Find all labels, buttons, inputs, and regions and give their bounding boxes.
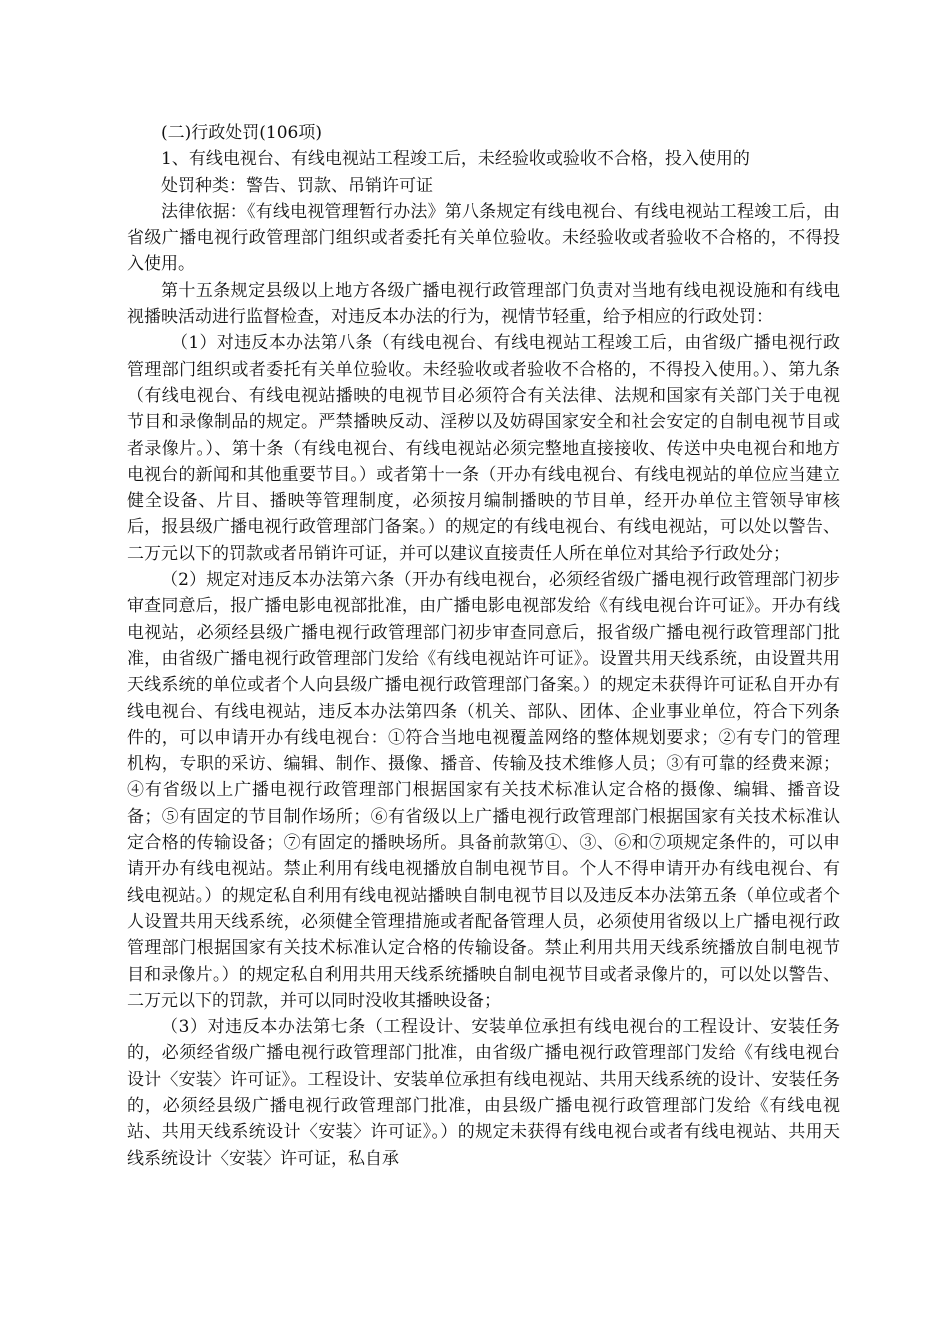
clause-2-paragraph: （2）规定对违反本办法第六条（开办有线电视台，必须经省级广播电视行政管理部门初步审查同意后，报广播电影电视部批准，由广播电影电视部发给《有线电视台许可证》。开办有线电视站，必须经县级广播电视行政管理部门初步审查同意后，报省级广播电视行政管理部门批准，由省级广播电视行政管理部门发给《有线电视站许可证》。设置共用天线系统，由设置共用天线系统的单位或者个人向县级广播电视行政管理部门备案。）的规定未获得许可证私自开办有线电视台、有线电视站，违反本办法第四条（机关、部队、团体、企业事业单位，符合下列条件的，可以申请开办有线电视台：①符合当地电视覆盖网络的整体规划要求；②有专门的管理机构，专职的采访、编辑、制作、摄像、播音、传输及技术维修人员；③有可靠的经费来源；④有省级以上广播电视行政管理部门根据国家有关技术标准认定合格的摄像、编辑、播音设备；⑤有固定的节目制作场所；⑥有省级以上广播电视行政管理部门根据国家有关技术标准认定合格的传输设备；⑦有固定的播映场所。具备前款第①、③、⑥和⑦项规定条件的，可以申请开办有线电视站。禁止利用有线电视播放自制电视节目。个人不得申请开办有线电视台、有线电视站。）的规定私自利用有线电视站播映自制电视节目以及违反本办法第五条（单位或者个人设置共用天线系统，必须健全管理措施或者配备管理人员，必须使用省级以上广播电视行政管理部门根据国家有关技术标准认定合格的传输设备。禁止利用共用天线系统播放自制电视节目和录像片。）的规定私自利用共用天线系统播映自制电视节目或者录像片的，可以处以警告、二万元以下的罚款，并可以同时没收其播映设备； [127, 570, 840, 1011]
legal-basis-paragraph: 法律依据：《有线电视管理暂行办法》第八条规定有线电视台、有线电视站工程竣工后，由省级广播电视行政管理部门组织或者委托有关单位验收。未经验收或者验收不合格的，不得投入使用。 [127, 201, 840, 275]
penalty-types: 处罚种类：警告、罚款、吊销许可证 [161, 175, 433, 196]
item-title: 1、有线电视台、有线电视站工程竣工后，未经验收或验收不合格，投入使用的 [161, 149, 750, 170]
clause-1-paragraph: （1）对违反本办法第八条（有线电视台、有线电视站工程竣工后，由省级广播电视行政管理部门组织或者委托有关单位验收。未经验收或者验收不合格的，不得投入使用。）、第九条（有线电视台、有线电视站播映的电视节目必须符合有关法律、法规和国家有关部门关于电视节目和录像制品的规定。严禁播映反动、淫秽以及妨碍国家安全和社会安定的自制电视节目或者录像片。）、第十条（有线电视台、有线电视站必须完整地直接接收、传送中央电视台和地方电视台的新闻和其他重要节目。）或者第十一条（开办有线电视台、有线电视站的单位应当建立健全设备、片目、播映等管理制度，必须按月编制播映的节目单，经开办单位主管领导审核后，报县级广播电视行政管理部门备案。）的规定的有线电视台、有线电视站，可以处以警告、二万元以下的罚款或者吊销许可证，并可以建议直接责任人所在单位对其给予行政处分； [127, 333, 840, 564]
section-heading: (二)行政处罚(106项) [161, 123, 322, 143]
article-15-paragraph: 第十五条规定县级以上地方各级广播电视行政管理部门负责对当地有线电视设施和有线电视播映活动进行监督检查，对违反本办法的行为，视情节轻重，给予相应的行政处罚： [127, 280, 840, 328]
document-body [127, 120, 840, 1172]
clause-3-paragraph: （3）对违反本办法第七条（工程设计、安装单位承担有线电视台的工程设计、安装任务的，必须经省级广播电视行政管理部门批准，由省级广播电视行政管理部门发给《有线电视台设计〈安装〉许可证》。工程设计、安装单位承担有线电视站、共用天线系统的设计、安装任务的，必须经县级广播电视行政管理部门批准，由县级广播电视行政管理部门发给《有线电视站、共用天线系统设计〈安装〉许可证》。）的规定未获得有线电视台或者有线电视站、共用天线系统设计〈安装〉许可证，私自承 [127, 1017, 840, 1169]
